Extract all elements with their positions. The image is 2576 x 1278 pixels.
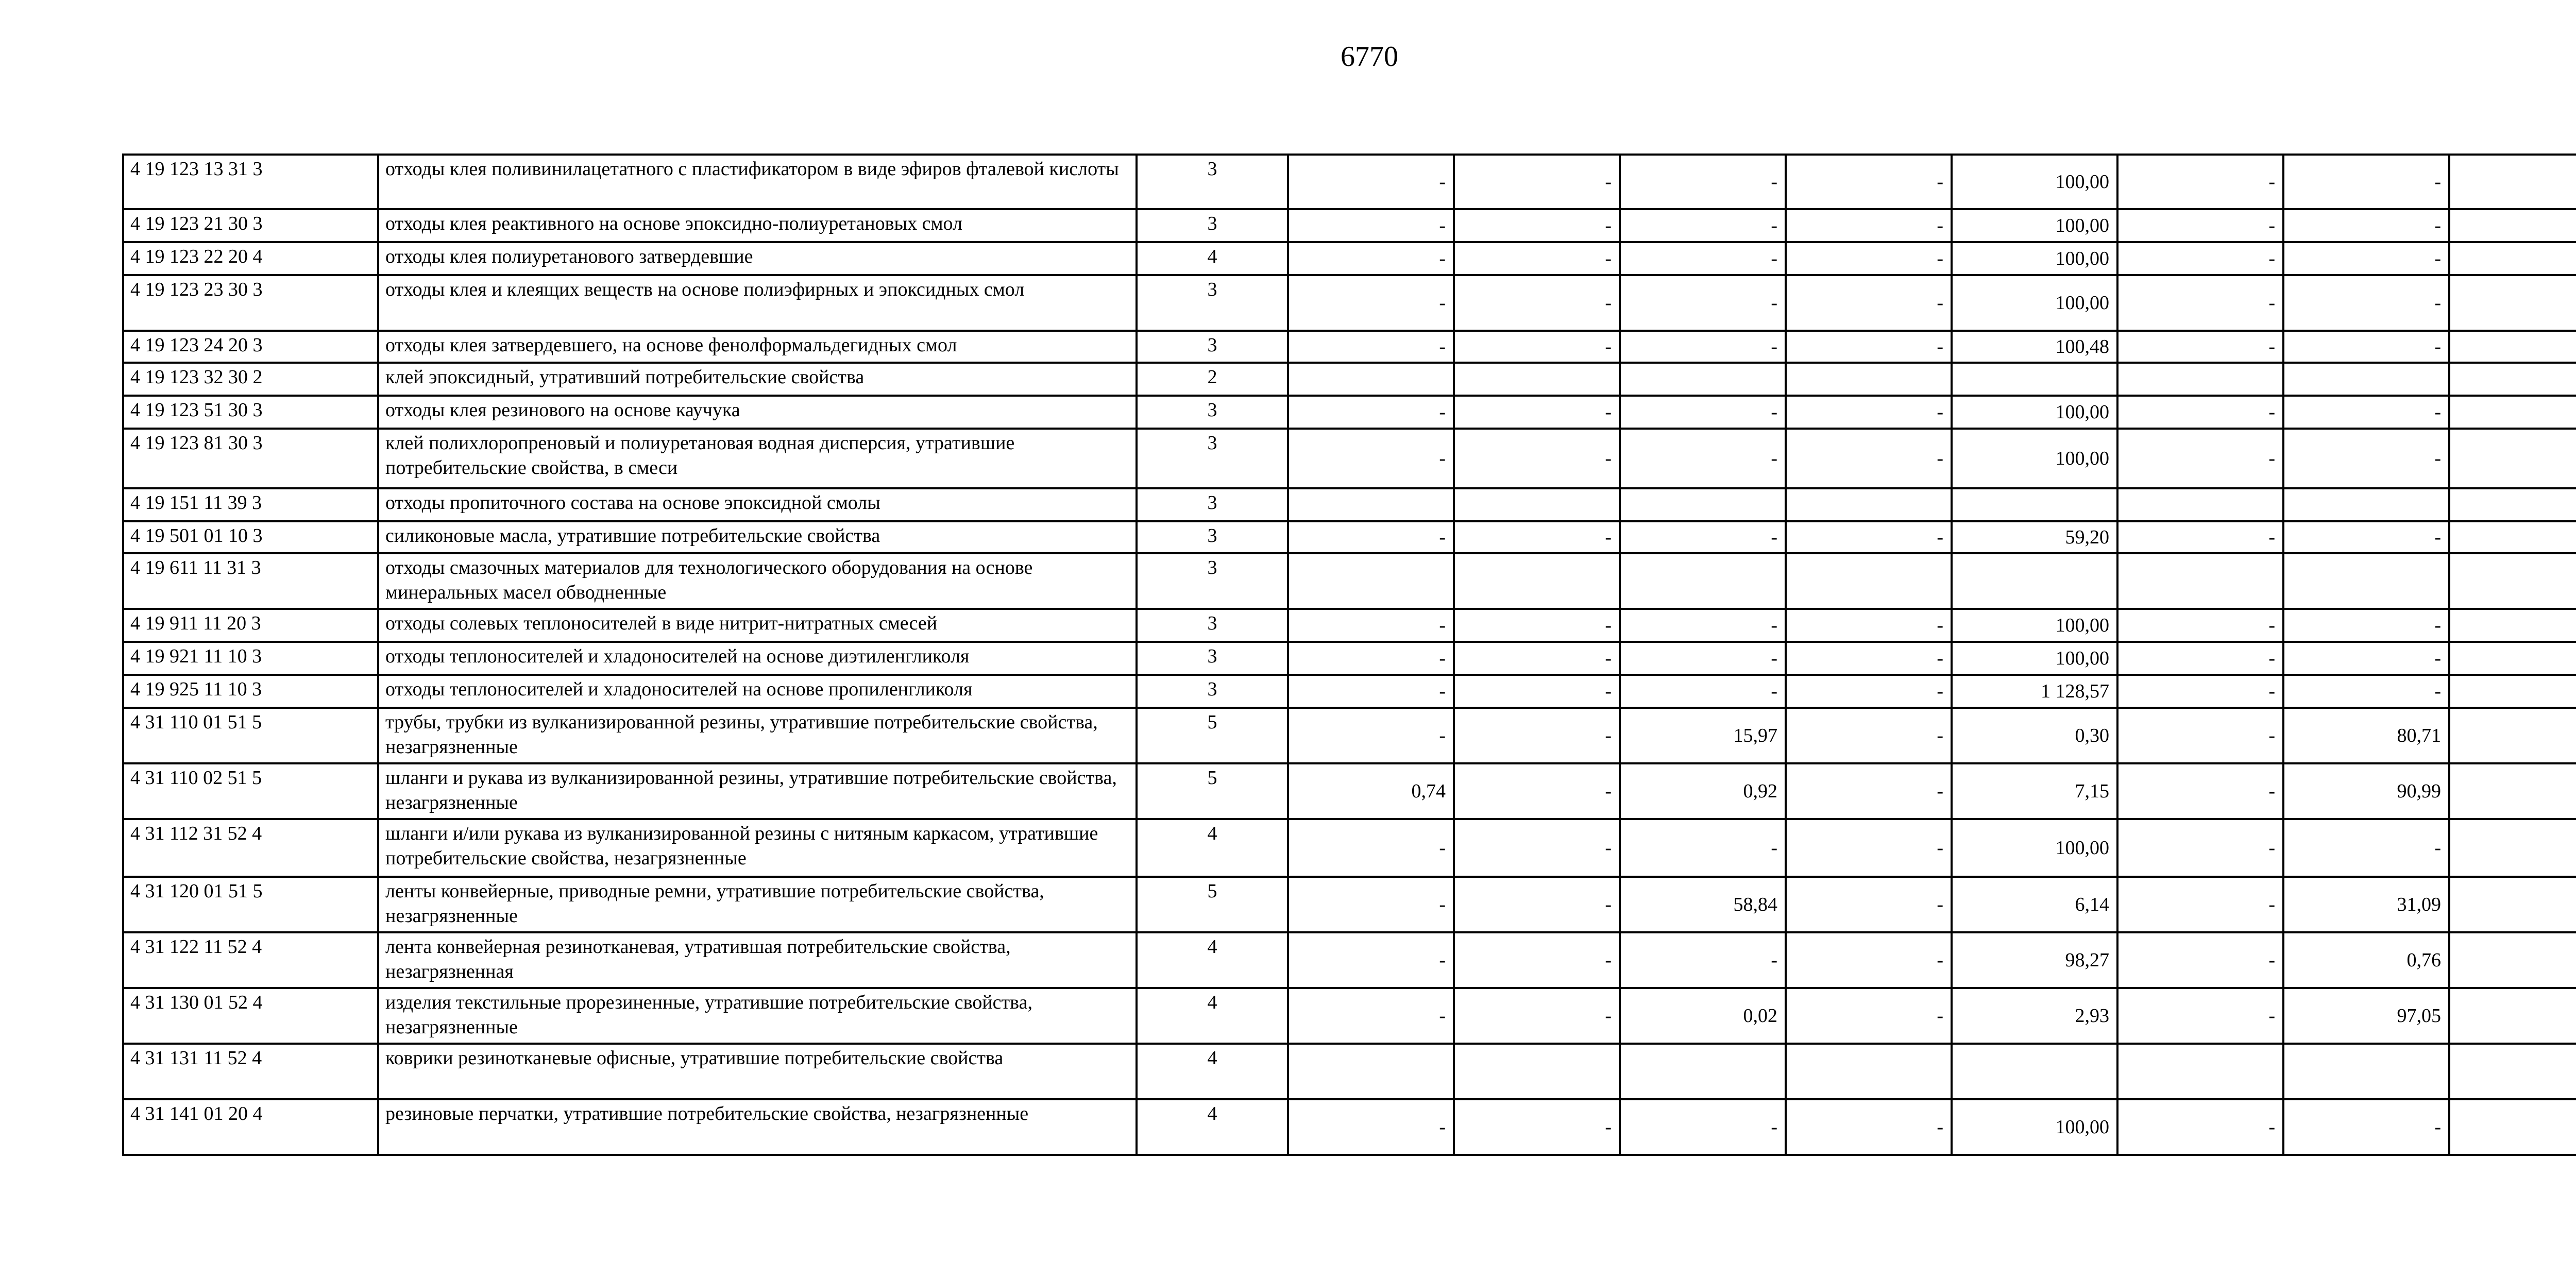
table-body xyxy=(123,155,2576,1155)
value-cell: - xyxy=(1454,396,1620,429)
value-cell: - xyxy=(1288,819,1454,877)
waste-code-cell: 4 19 911 11 20 3 xyxy=(123,609,378,642)
waste-name-cell: отходы пропиточного состава на основе эпоксидной смолы xyxy=(378,488,1137,521)
value-cell: 0,74 xyxy=(1288,763,1454,819)
hazard-class-cell: 4 xyxy=(1137,1099,1288,1155)
hazard-class-cell: 2 xyxy=(1137,363,1288,396)
hazard-class-cell: 3 xyxy=(1137,396,1288,429)
value-cell: - xyxy=(1620,675,1786,708)
waste-code-cell: 4 31 141 01 20 4 xyxy=(123,1099,378,1155)
value-cell: - xyxy=(2117,242,2283,275)
table-row xyxy=(123,642,2576,675)
value-cell: - xyxy=(1454,877,1620,932)
table-row xyxy=(123,708,2576,763)
value-cell: - xyxy=(2117,155,2283,209)
waste-code-cell: 4 31 112 31 52 4 xyxy=(123,819,378,877)
value-cell: 59,20 xyxy=(1952,521,2117,553)
waste-name-cell: отходы клея и клеящих веществ на основе полиэфирных и эпоксидных смол xyxy=(378,275,1137,331)
value-cell xyxy=(2117,488,2283,521)
value-cell xyxy=(2449,155,2576,209)
value-cell: - xyxy=(1288,429,1454,488)
table-row xyxy=(123,488,2576,521)
value-cell: - xyxy=(1620,932,1786,988)
value-cell: - xyxy=(2283,642,2449,675)
waste-code-cell: 4 19 123 24 20 3 xyxy=(123,331,378,363)
value-cell: - xyxy=(1620,331,1786,363)
value-cell: - xyxy=(1454,1099,1620,1155)
value-cell xyxy=(1288,553,1454,609)
value-cell: - xyxy=(1620,609,1786,642)
value-cell: 6,14 xyxy=(1952,877,2117,932)
table-row xyxy=(123,275,2576,331)
value-cell: - xyxy=(1786,675,1952,708)
value-cell: - xyxy=(2283,521,2449,553)
value-cell: 100,00 xyxy=(1952,642,2117,675)
value-cell: - xyxy=(2283,242,2449,275)
waste-name-cell: силиконовые масла, утратившие потребительские свойства xyxy=(378,521,1137,553)
waste-code-cell: 4 31 131 11 52 4 xyxy=(123,1044,378,1099)
value-cell: 1 128,57 xyxy=(1952,675,2117,708)
table-row xyxy=(123,209,2576,242)
waste-name-cell: отходы клея реактивного на основе эпоксидно-полиуретановых смол xyxy=(378,209,1137,242)
value-cell: 100,00 xyxy=(1952,819,2117,877)
value-cell: - xyxy=(1620,1099,1786,1155)
value-cell: - xyxy=(1786,1099,1952,1155)
value-cell xyxy=(2283,363,2449,396)
value-cell: 100,00 xyxy=(1952,609,2117,642)
value-cell: - xyxy=(2283,429,2449,488)
value-cell xyxy=(2449,932,2576,988)
table-row xyxy=(123,429,2576,488)
value-cell: - xyxy=(2117,708,2283,763)
value-cell: 31,09 xyxy=(2283,877,2449,932)
value-cell: - xyxy=(1620,396,1786,429)
value-cell xyxy=(1786,1044,1952,1099)
table-row xyxy=(123,763,2576,819)
value-cell xyxy=(2117,363,2283,396)
value-cell xyxy=(2449,708,2576,763)
value-cell: - xyxy=(2283,819,2449,877)
value-cell: - xyxy=(1454,242,1620,275)
value-cell xyxy=(1786,363,1952,396)
waste-code-cell: 4 31 130 01 52 4 xyxy=(123,988,378,1044)
waste-code-cell: 4 19 925 11 10 3 xyxy=(123,675,378,708)
value-cell xyxy=(2449,763,2576,819)
hazard-class-cell: 3 xyxy=(1137,675,1288,708)
value-cell xyxy=(1620,488,1786,521)
value-cell xyxy=(2449,609,2576,642)
value-cell: - xyxy=(2283,1099,2449,1155)
table-row xyxy=(123,932,2576,988)
value-cell xyxy=(1952,488,2117,521)
value-cell: - xyxy=(1454,209,1620,242)
hazard-class-cell: 5 xyxy=(1137,877,1288,932)
value-cell xyxy=(2283,1044,2449,1099)
value-cell xyxy=(1952,1044,2117,1099)
value-cell: 100,00 xyxy=(1952,242,2117,275)
waste-code-cell: 4 19 151 11 39 3 xyxy=(123,488,378,521)
value-cell: - xyxy=(2283,275,2449,331)
value-cell: 15,97 xyxy=(1620,708,1786,763)
value-cell: - xyxy=(1288,988,1454,1044)
value-cell: - xyxy=(1288,708,1454,763)
value-cell: - xyxy=(2117,988,2283,1044)
hazard-class-cell: 4 xyxy=(1137,932,1288,988)
value-cell: - xyxy=(2117,609,2283,642)
value-cell: - xyxy=(1288,275,1454,331)
value-cell xyxy=(1952,553,2117,609)
value-cell: - xyxy=(1288,675,1454,708)
value-cell: - xyxy=(1454,155,1620,209)
value-cell: - xyxy=(1288,877,1454,932)
value-cell: - xyxy=(1454,708,1620,763)
table-row xyxy=(123,877,2576,932)
value-cell: - xyxy=(1620,819,1786,877)
value-cell: - xyxy=(1288,932,1454,988)
value-cell: 100,00 xyxy=(1952,1099,2117,1155)
value-cell xyxy=(2283,553,2449,609)
hazard-class-cell: 4 xyxy=(1137,988,1288,1044)
waste-name-cell: трубы, трубки из вулканизированной резины, утратившие потребительские свойства, незагрязненные xyxy=(378,708,1137,763)
waste-code-cell: 4 31 122 11 52 4 xyxy=(123,932,378,988)
value-cell: - xyxy=(1786,819,1952,877)
value-cell xyxy=(1786,488,1952,521)
hazard-class-cell: 3 xyxy=(1137,331,1288,363)
waste-name-cell: отходы смазочных материалов для технологического оборудования на основе минеральных масел обводненные xyxy=(378,553,1137,609)
value-cell: 100,48 xyxy=(1952,331,2117,363)
waste-name-cell: отходы клея поливинилацетатного с пластификатором в виде эфиров фталевой кислоты xyxy=(378,155,1137,209)
value-cell: - xyxy=(1620,275,1786,331)
value-cell: - xyxy=(1786,396,1952,429)
table-row xyxy=(123,155,2576,209)
value-cell: - xyxy=(2117,877,2283,932)
value-cell: - xyxy=(1786,609,1952,642)
value-cell: - xyxy=(1288,396,1454,429)
waste-code-cell: 4 19 501 01 10 3 xyxy=(123,521,378,553)
value-cell: 90,99 xyxy=(2283,763,2449,819)
value-cell: - xyxy=(1454,763,1620,819)
waste-code-cell: 4 19 123 51 30 3 xyxy=(123,396,378,429)
value-cell: - xyxy=(1620,642,1786,675)
waste-name-cell: отходы солевых теплоносителей в виде нитрит-нитратных смесей xyxy=(378,609,1137,642)
waste-name-cell: ленты конвейерные, приводные ремни, утратившие потребительские свойства, незагрязненные xyxy=(378,877,1137,932)
table-row xyxy=(123,819,2576,877)
value-cell: - xyxy=(1288,155,1454,209)
value-cell: 100,00 xyxy=(1952,275,2117,331)
value-cell: - xyxy=(1786,988,1952,1044)
value-cell: - xyxy=(2117,763,2283,819)
value-cell: 0,30 xyxy=(1952,708,2117,763)
value-cell xyxy=(2449,429,2576,488)
value-cell xyxy=(1454,1044,1620,1099)
value-cell: - xyxy=(1454,642,1620,675)
value-cell: - xyxy=(1454,988,1620,1044)
value-cell: - xyxy=(1786,331,1952,363)
value-cell: - xyxy=(2117,642,2283,675)
value-cell xyxy=(2449,209,2576,242)
hazard-class-cell: 3 xyxy=(1137,553,1288,609)
waste-name-cell: шланги и рукава из вулканизированной резины, утратившие потребительские свойства, незагрязненные xyxy=(378,763,1137,819)
value-cell: - xyxy=(1288,521,1454,553)
value-cell xyxy=(1952,363,2117,396)
waste-code-cell: 4 19 123 21 30 3 xyxy=(123,209,378,242)
table-row xyxy=(123,521,2576,553)
waste-name-cell: клей полихлоропреновый и полиуретановая водная дисперсия, утратившие потребительские свойства, в смеси xyxy=(378,429,1137,488)
value-cell: - xyxy=(1620,209,1786,242)
table-row xyxy=(123,331,2576,363)
waste-code-cell: 4 31 120 01 51 5 xyxy=(123,877,378,932)
value-cell: 100,00 xyxy=(1952,209,2117,242)
value-cell xyxy=(1454,553,1620,609)
table-row xyxy=(123,553,2576,609)
value-cell xyxy=(2117,553,2283,609)
value-cell: 58,84 xyxy=(1620,877,1786,932)
value-cell: - xyxy=(2117,209,2283,242)
value-cell: 2,93 xyxy=(1952,988,2117,1044)
value-cell: - xyxy=(1454,675,1620,708)
value-cell: - xyxy=(1454,429,1620,488)
value-cell xyxy=(1620,553,1786,609)
value-cell: - xyxy=(1786,763,1952,819)
waste-code-cell: 4 19 123 32 30 2 xyxy=(123,363,378,396)
value-cell: - xyxy=(2117,396,2283,429)
table-row xyxy=(123,988,2576,1044)
waste-name-cell: отходы теплоносителей и хладоносителей на основе пропиленгликоля xyxy=(378,675,1137,708)
value-cell: - xyxy=(1786,209,1952,242)
value-cell xyxy=(2449,242,2576,275)
waste-code-cell: 4 31 110 02 51 5 xyxy=(123,763,378,819)
table-row xyxy=(123,396,2576,429)
hazard-class-cell: 3 xyxy=(1137,155,1288,209)
value-cell: - xyxy=(1288,1099,1454,1155)
value-cell xyxy=(1454,363,1620,396)
waste-code-cell: 4 19 921 11 10 3 xyxy=(123,642,378,675)
value-cell: - xyxy=(2117,429,2283,488)
table-row xyxy=(123,1044,2576,1099)
value-cell: - xyxy=(2283,209,2449,242)
value-cell: 0,76 xyxy=(2283,932,2449,988)
value-cell: - xyxy=(2117,521,2283,553)
value-cell xyxy=(2449,819,2576,877)
value-cell: - xyxy=(1620,521,1786,553)
value-cell xyxy=(2449,553,2576,609)
value-cell xyxy=(1620,1044,1786,1099)
value-cell: 98,27 xyxy=(1952,932,2117,988)
waste-code-cell: 4 19 123 22 20 4 xyxy=(123,242,378,275)
value-cell: - xyxy=(1454,819,1620,877)
value-cell: - xyxy=(1786,155,1952,209)
value-cell: - xyxy=(1786,932,1952,988)
hazard-class-cell: 3 xyxy=(1137,521,1288,553)
waste-name-cell: лента конвейерная резинотканевая, утратившая потребительские свойства, незагрязненная xyxy=(378,932,1137,988)
hazard-class-cell: 3 xyxy=(1137,275,1288,331)
table-row xyxy=(123,609,2576,642)
waste-name-cell: изделия текстильные прорезиненные, утратившие потребительские свойства, незагрязненные xyxy=(378,988,1137,1044)
waste-name-cell: отходы теплоносителей и хладоносителей на основе диэтиленгликоля xyxy=(378,642,1137,675)
value-cell: - xyxy=(1454,275,1620,331)
value-cell: - xyxy=(1620,155,1786,209)
hazard-class-cell: 3 xyxy=(1137,609,1288,642)
hazard-class-cell: 5 xyxy=(1137,763,1288,819)
value-cell: 0,02 xyxy=(1620,988,1786,1044)
waste-name-cell: резиновые перчатки, утратившие потребительские свойства, незагрязненные xyxy=(378,1099,1137,1155)
value-cell xyxy=(2449,275,2576,331)
hazard-class-cell: 3 xyxy=(1137,209,1288,242)
value-cell xyxy=(2449,488,2576,521)
table-row xyxy=(123,1099,2576,1155)
value-cell: - xyxy=(1288,331,1454,363)
hazard-class-cell: 3 xyxy=(1137,642,1288,675)
value-cell: - xyxy=(1288,242,1454,275)
value-cell xyxy=(2449,331,2576,363)
page-number: 6770 xyxy=(1341,41,1398,73)
value-cell xyxy=(1786,553,1952,609)
table-row xyxy=(123,363,2576,396)
value-cell: - xyxy=(1786,242,1952,275)
value-cell xyxy=(2449,877,2576,932)
value-cell: - xyxy=(1288,609,1454,642)
waste-code-cell: 4 31 110 01 51 5 xyxy=(123,708,378,763)
hazard-class-cell: 4 xyxy=(1137,242,1288,275)
waste-name-cell: отходы клея резинового на основе каучука xyxy=(378,396,1137,429)
value-cell: - xyxy=(1786,877,1952,932)
value-cell xyxy=(2449,1099,2576,1155)
value-cell: - xyxy=(2283,331,2449,363)
value-cell: - xyxy=(1620,242,1786,275)
value-cell: - xyxy=(1786,275,1952,331)
value-cell: - xyxy=(2117,819,2283,877)
value-cell xyxy=(2117,1044,2283,1099)
value-cell: - xyxy=(1620,429,1786,488)
value-cell: 100,00 xyxy=(1952,396,2117,429)
value-cell: - xyxy=(2117,1099,2283,1155)
value-cell: - xyxy=(1786,429,1952,488)
table-row xyxy=(123,675,2576,708)
hazard-class-cell: 3 xyxy=(1137,429,1288,488)
waste-code-cell: 4 19 123 23 30 3 xyxy=(123,275,378,331)
value-cell xyxy=(2449,1044,2576,1099)
waste-name-cell: шланги и/или рукава из вулканизированной резины с нитяным каркасом, утратившие потребительские свойства, незагрязненные xyxy=(378,819,1137,877)
value-cell xyxy=(1288,363,1454,396)
value-cell: 0,92 xyxy=(1620,763,1786,819)
value-cell xyxy=(2283,488,2449,521)
value-cell xyxy=(1288,488,1454,521)
value-cell: - xyxy=(2283,396,2449,429)
value-cell: 97,05 xyxy=(2283,988,2449,1044)
waste-name-cell: отходы клея полиуретанового затвердевшие xyxy=(378,242,1137,275)
waste-table xyxy=(122,154,2576,1156)
value-cell: - xyxy=(2117,675,2283,708)
value-cell: - xyxy=(2283,675,2449,708)
waste-code-cell: 4 19 123 81 30 3 xyxy=(123,429,378,488)
value-cell: - xyxy=(1454,521,1620,553)
value-cell: - xyxy=(2117,932,2283,988)
value-cell xyxy=(2449,988,2576,1044)
hazard-class-cell: 4 xyxy=(1137,1044,1288,1099)
value-cell xyxy=(1288,1044,1454,1099)
waste-name-cell: отходы клея затвердевшего, на основе фенолформальдегидных смол xyxy=(378,331,1137,363)
hazard-class-cell: 5 xyxy=(1137,708,1288,763)
value-cell xyxy=(2449,675,2576,708)
value-cell: 80,71 xyxy=(2283,708,2449,763)
hazard-class-cell: 4 xyxy=(1137,819,1288,877)
value-cell: - xyxy=(2117,331,2283,363)
value-cell xyxy=(1454,488,1620,521)
table-row xyxy=(123,242,2576,275)
value-cell xyxy=(1620,363,1786,396)
value-cell: 100,00 xyxy=(1952,155,2117,209)
value-cell xyxy=(2449,642,2576,675)
waste-name-cell: клей эпоксидный, утративший потребительские свойства xyxy=(378,363,1137,396)
value-cell xyxy=(2449,521,2576,553)
value-cell: - xyxy=(2283,609,2449,642)
value-cell: - xyxy=(1786,708,1952,763)
value-cell: - xyxy=(2117,275,2283,331)
value-cell xyxy=(2449,363,2576,396)
waste-code-cell: 4 19 611 11 31 3 xyxy=(123,553,378,609)
value-cell: - xyxy=(1288,642,1454,675)
value-cell: - xyxy=(1786,642,1952,675)
value-cell: - xyxy=(2283,155,2449,209)
waste-code-cell: 4 19 123 13 31 3 xyxy=(123,155,378,209)
waste-name-cell: коврики резинотканевые офисные, утратившие потребительские свойства xyxy=(378,1044,1137,1099)
value-cell: - xyxy=(1454,331,1620,363)
hazard-class-cell: 3 xyxy=(1137,488,1288,521)
value-cell: 100,00 xyxy=(1952,429,2117,488)
value-cell xyxy=(2449,396,2576,429)
value-cell: - xyxy=(1454,609,1620,642)
value-cell: - xyxy=(1786,521,1952,553)
value-cell: - xyxy=(1454,932,1620,988)
value-cell: 7,15 xyxy=(1952,763,2117,819)
value-cell: - xyxy=(1288,209,1454,242)
